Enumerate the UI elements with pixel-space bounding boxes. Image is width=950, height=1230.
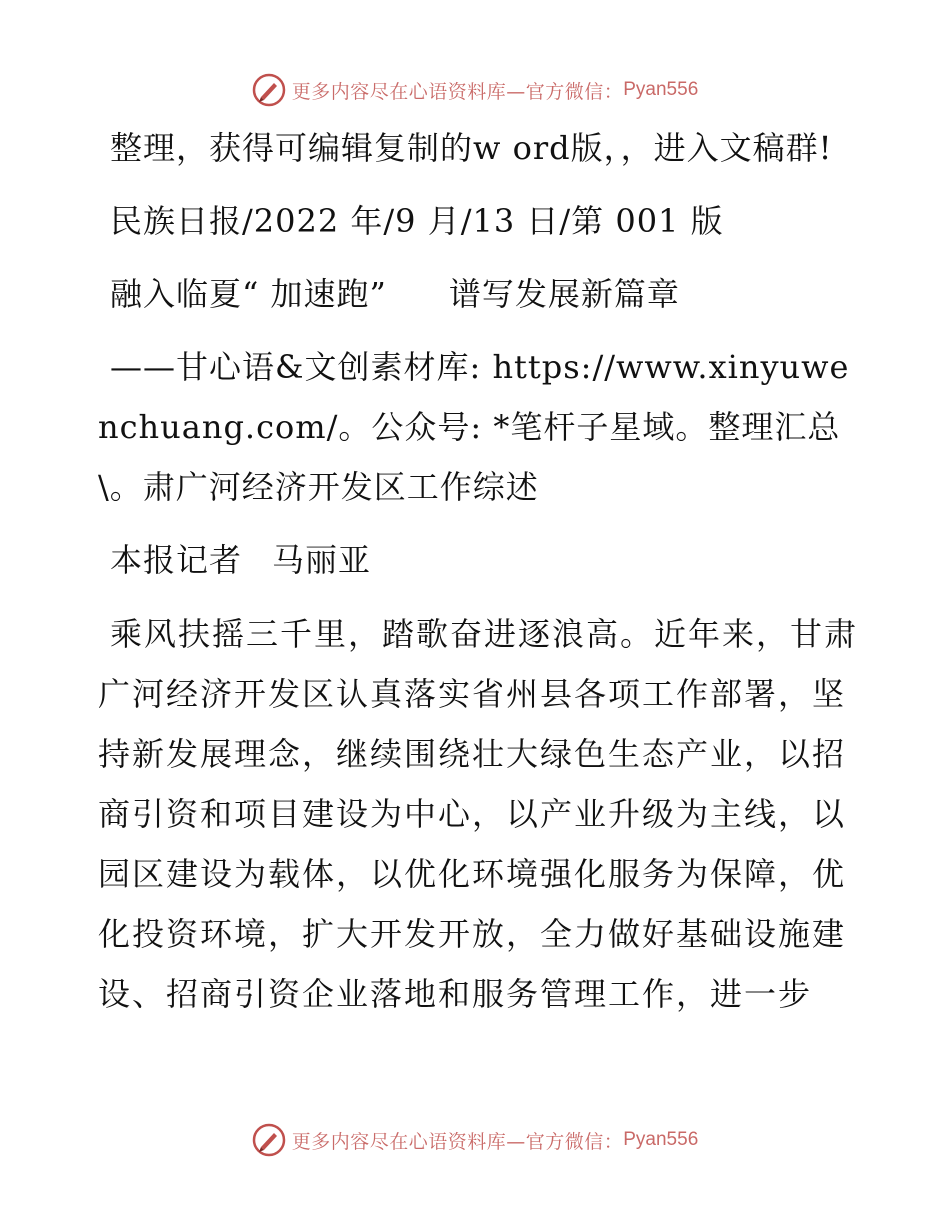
subtitle-paragraph: ——甘心语&文创素材库: https://www.xinyuwenchuang.com/。公众号: *笔杆子星域。整理汇总\。肃广河经济开发区工作综述 [98,348,850,506]
headline [98,264,858,324]
pen-logo-icon [252,1123,286,1157]
headline-part-1: 融入临夏“ 加速跑” [110,275,387,313]
watermark-text: 更多内容尽在心语资料库—官方微信： [291,80,624,103]
byline-label: 本报记者 [110,541,243,579]
headline-part-2: 谱写发展新篇章 [448,275,680,313]
pen-logo-icon [252,73,286,107]
body-paragraph: 乘风扶摇三千里，踏歌奋进逐浪高。近年来，甘肃广河经济开发区认真落实省州县各项工作部署，坚持新发展理念，继续围绕壮大绿色生态产业，以招商引资和项目建设为中心，以产业升级为主线，以园区建设为载体，以优化环境强化服务为保障，优化投资环境，扩大开发开放，全力做好基础设施建设、招商引资企业落地和服务管理工作，进一步 [98,615,859,1013]
intro-paragraph: 整理，获得可编辑复制的w ord版，，进入文稿群! [110,129,833,167]
footer-watermark [0,1120,950,1160]
header-watermark [0,70,950,110]
byline-name: 马丽亚 [272,541,372,579]
watermark-handle: Pyan556 [623,1129,699,1150]
watermark-handle: Pyan556 [623,79,699,100]
source-line: 民族日报/2022 年/9 月/13 日/第 001 版 [110,202,724,240]
byline [98,530,858,590]
watermark-text: 更多内容尽在心语资料库—官方微信： [291,1130,624,1153]
document-body [98,118,858,1037]
